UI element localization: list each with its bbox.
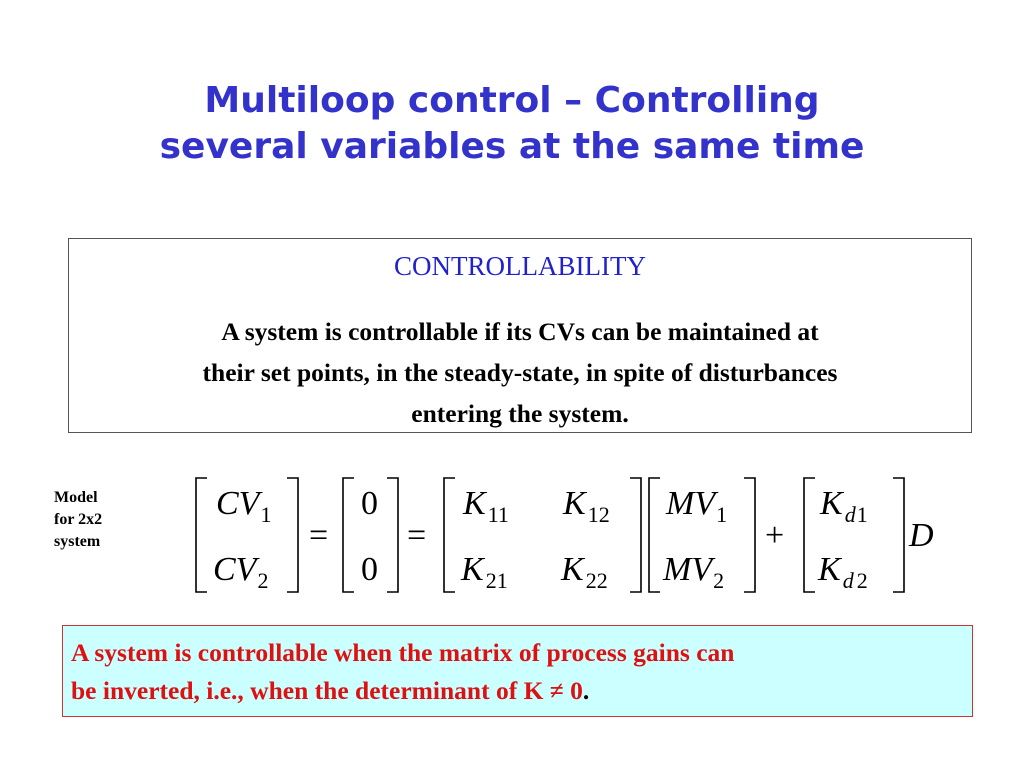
cv-right-bracket [287, 478, 298, 592]
k-left-bracket [444, 478, 455, 592]
slide-title-line-1: Multiloop control – Controlling [204, 80, 820, 121]
plus-sign: + [765, 517, 785, 554]
note-line-1: A system is controllable when the matrix of process gains can [71, 638, 735, 667]
definition-heading: CONTROLLABILITY [394, 251, 646, 281]
k-11: $K_{11}$ [463, 485, 509, 527]
note-line-2 [71, 672, 589, 709]
zero-right-bracket [387, 478, 398, 592]
equals-sign-2: = [407, 517, 427, 554]
disturbance-d: D [909, 517, 934, 554]
model-label-line-1: Model [54, 489, 98, 506]
kd-1: $K_d1$ [820, 485, 868, 527]
note-period: . [582, 676, 590, 705]
k-right-bracket [630, 478, 641, 592]
zero-left-bracket [343, 478, 354, 592]
equals-sign-1: = [309, 517, 329, 554]
mv-right-bracket [744, 478, 755, 592]
slide-title-line-2: several variables at the same time [159, 126, 865, 167]
definition-line-3: entering the system. [411, 399, 629, 428]
controllability-note-box [62, 625, 973, 717]
zero-2: 0 [361, 551, 378, 588]
model-label-line-3: system [54, 533, 101, 550]
zero-1: 0 [361, 485, 378, 522]
k-22: $K_{22}$ [561, 551, 608, 593]
cv-left-bracket [196, 478, 207, 592]
cv-2: $CV_2$ [213, 551, 269, 593]
definition-line-2: their set points, in the steady-state, in spite of disturbances [202, 358, 838, 387]
k-21: $K_{21}$ [461, 551, 508, 593]
mv-1: $MV_1$ [666, 485, 728, 527]
mv-2: $MV_2$ [663, 551, 725, 593]
kd-left-bracket [804, 478, 815, 592]
definition-line-1: A system is controllable if its CVs can be maintained at [221, 317, 819, 346]
mv-left-bracket [649, 478, 660, 592]
kd-right-bracket [893, 478, 904, 592]
cv-1: $CV_1$ [216, 485, 272, 527]
note-line-2-text: be inverted, i.e., when the determinant of K ≠ 0 [71, 676, 583, 705]
k-12: $K_{12}$ [563, 485, 610, 527]
model-label-line-2: for 2x2 [54, 511, 103, 528]
kd-2: $K_d$ 2 [818, 551, 868, 593]
